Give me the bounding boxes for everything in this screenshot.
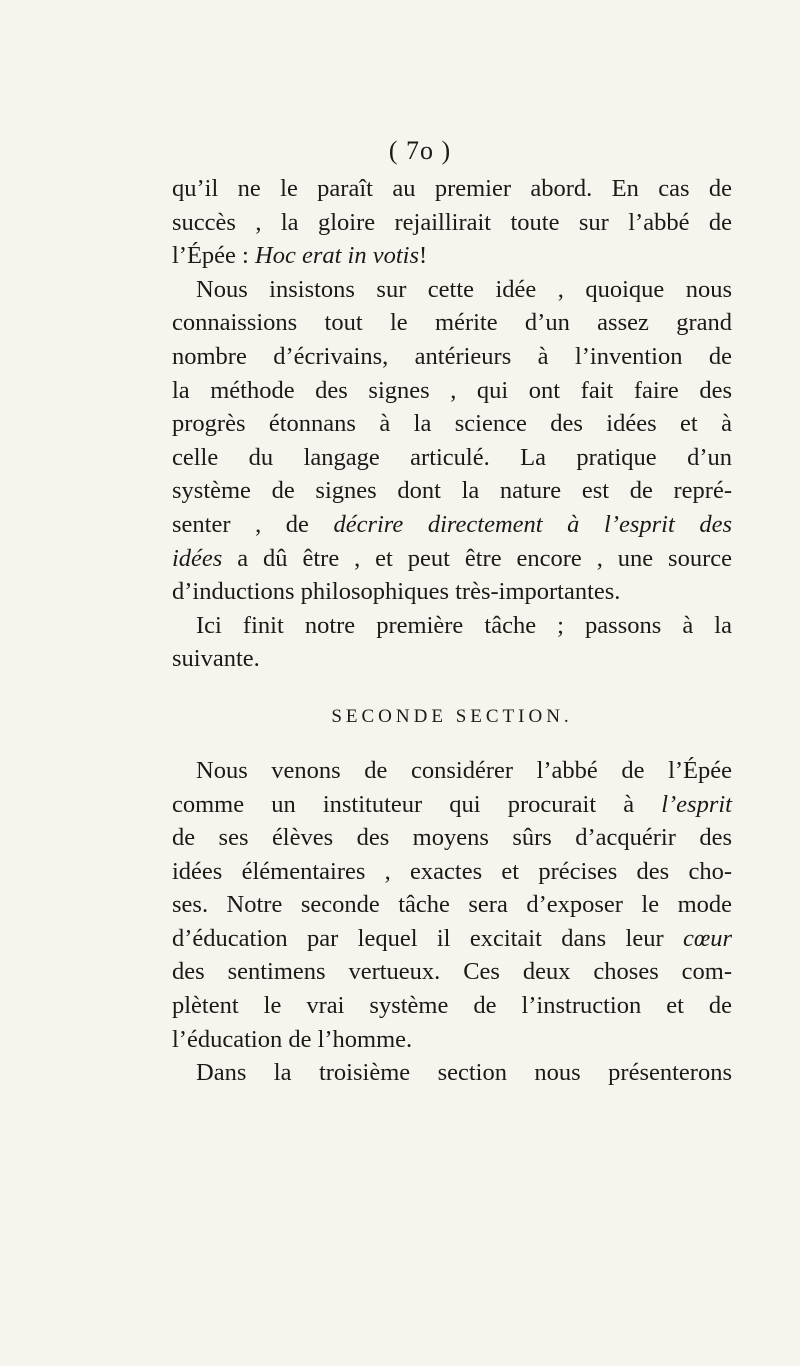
text-line: des sentimens vertueux. Ces deux choses com-: [172, 958, 732, 986]
text-line: Ici finit notre première tâche ; passons à la: [196, 611, 732, 639]
page-number: ( 7o ): [388, 136, 452, 165]
text-line: d’éducation par lequel il excitait dans leur cœur: [172, 924, 732, 952]
text-line: Nous insistons sur cette idée , quoique nous: [196, 275, 732, 303]
text-line: connaissions tout le mérite d’un assez grand: [172, 309, 732, 337]
text-line: plètent le vrai système de l’instruction et de: [172, 992, 732, 1020]
text-line: l’Épée : Hoc erat in votis!: [172, 242, 428, 270]
text-line: celle du langage articulé. La pratique d’un: [172, 443, 732, 471]
paragraph-tache: [172, 609, 732, 676]
text-line: idées élémentaires , exactes et précises des cho-: [172, 857, 732, 885]
page-text: [172, 172, 732, 1090]
text-line: succès , la gloire rejaillirait toute sur l’abbé de: [172, 208, 732, 236]
paragraph-insistons: [172, 273, 732, 609]
text-line: comme un instituteur qui procurait à l’esprit: [172, 790, 732, 818]
text-line: qu’il ne le paraît au premier abord. En cas de: [172, 175, 732, 202]
text-line: idées a dû être , et peut être encore , une source: [172, 544, 732, 572]
text-line: de ses élèves des moyens sûrs d’acquérir des: [172, 824, 732, 852]
text-line: ses. Notre seconde tâche sera d’exposer le mode: [172, 891, 732, 919]
paragraph-troisieme: [172, 1056, 732, 1090]
text-line: Nous venons de considérer l’abbé de l’Épée: [196, 756, 732, 784]
text-line: l’éducation de l’homme.: [172, 1025, 413, 1053]
paragraph-venons: [172, 754, 732, 1056]
section-heading: SECONDE SECTION.: [331, 705, 573, 727]
text-line: senter , de décrire directement à l’esprit des: [172, 510, 733, 538]
text-line: système de signes dont la nature est de repré-: [172, 477, 732, 505]
text-line: suivante.: [172, 645, 260, 673]
text-line: la méthode des signes , qui ont fait faire des: [172, 376, 732, 404]
text-line: Dans la troisième section nous présenterons: [196, 1059, 732, 1087]
text-line: progrès étonnans à la science des idées et à: [172, 410, 732, 438]
text-line: d’inductions philosophiques très-importantes.: [172, 578, 621, 606]
text-line: nombre d’écrivains, antérieurs à l’invention de: [172, 342, 732, 370]
paragraph-continuation: [172, 172, 732, 273]
